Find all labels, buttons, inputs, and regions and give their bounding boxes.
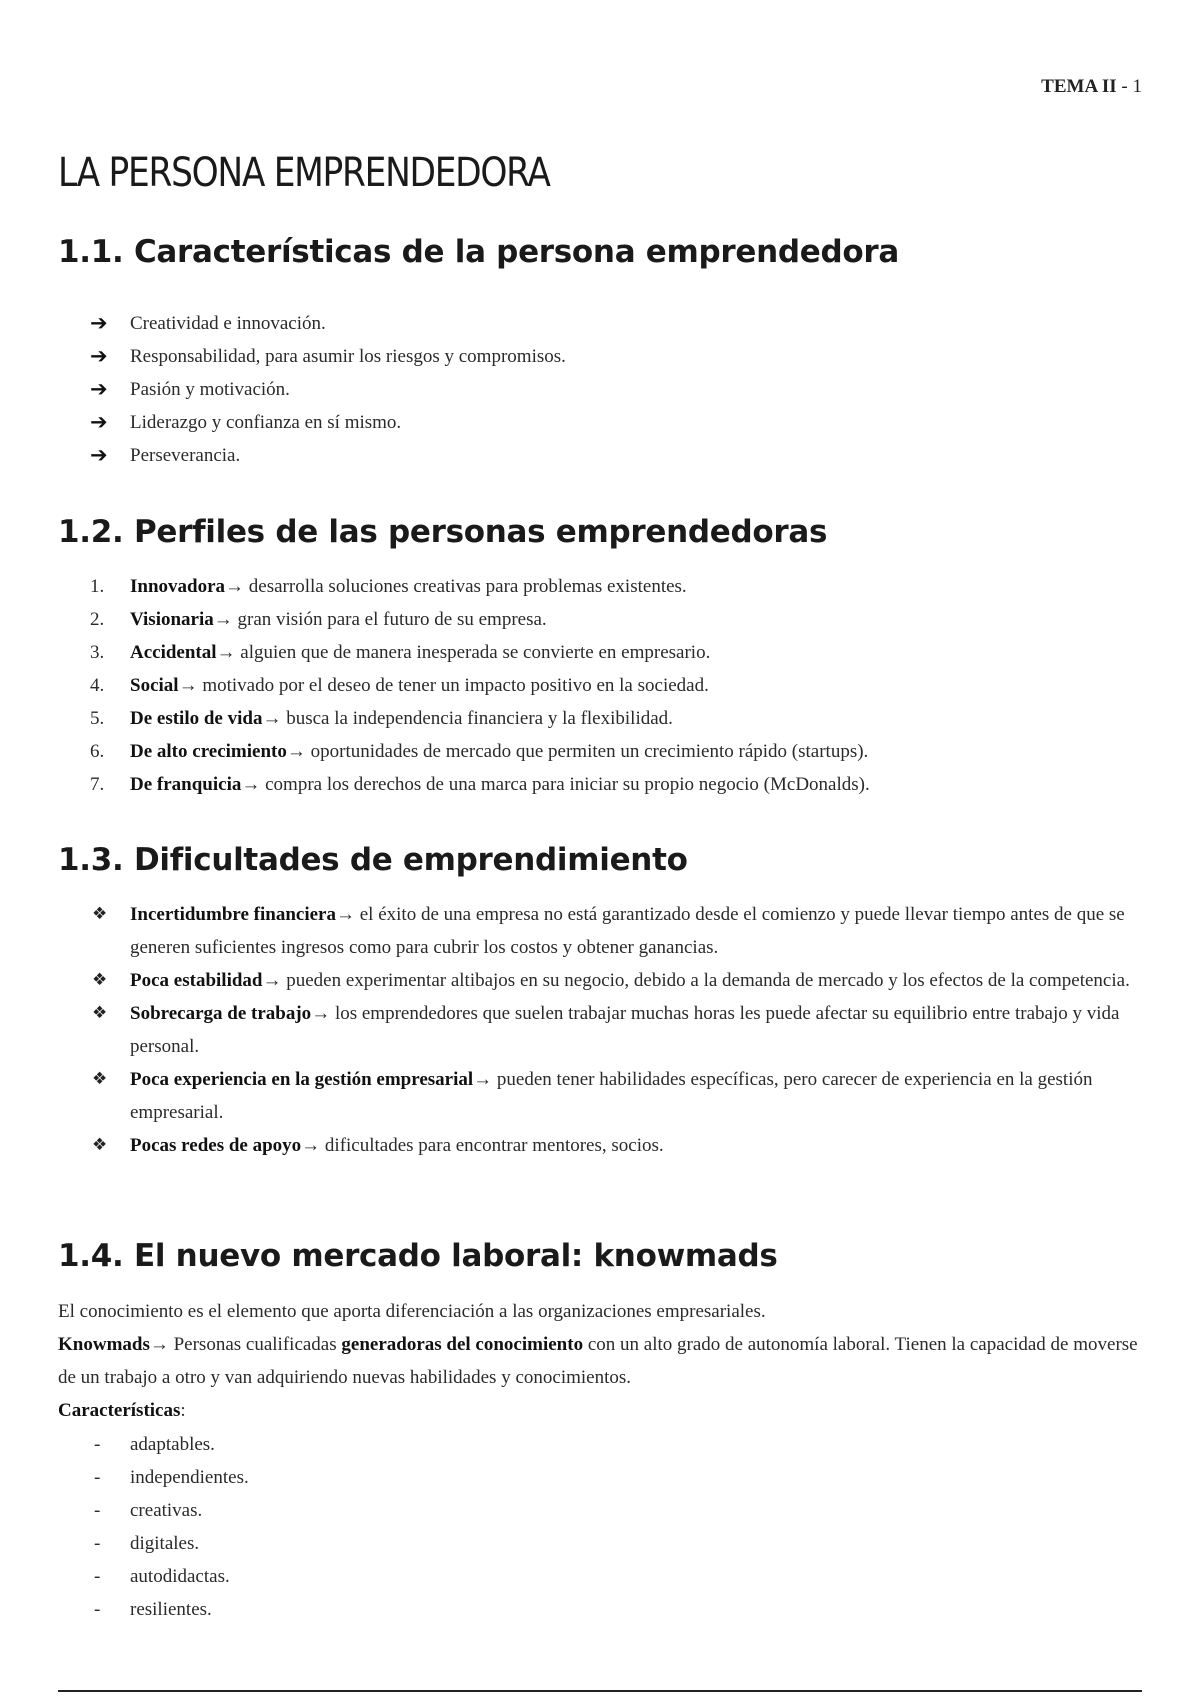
characteristics-label-text: Características xyxy=(58,1400,181,1421)
diamond-bullet-icon: ❖ xyxy=(92,1069,108,1089)
section-1-1-heading: 1.1. Características de la persona emprendedora xyxy=(58,234,900,270)
knowmads-characteristics-list xyxy=(90,1428,249,1626)
list-item-text: Pasión y motivación. xyxy=(130,379,290,400)
list-item-text: Responsabilidad, para asumir los riesgos y compromisos. xyxy=(130,346,566,367)
profiles-list xyxy=(90,570,870,801)
profile-term: De franquicia xyxy=(130,774,242,795)
arrow-icon: → xyxy=(225,576,245,597)
list-number: 3. xyxy=(90,642,105,663)
profile-term: De estilo de vida xyxy=(130,708,263,729)
arrow-icon: → xyxy=(286,741,306,762)
profile-term: Innovadora xyxy=(130,576,226,597)
list-item xyxy=(90,964,1140,997)
section-1-4-heading: 1.4. El nuevo mercado laboral: knowmads xyxy=(58,1238,778,1274)
list-item xyxy=(90,735,870,768)
difficulty-description: pueden experimentar altibajos en su negocio, debido a la demanda de mercado y los efectos de la competencia. xyxy=(281,970,1130,991)
profile-term: Visionaria xyxy=(130,609,214,630)
arrow-icon: → xyxy=(241,774,261,795)
arrow-icon: → xyxy=(311,1003,331,1024)
list-number: 6. xyxy=(90,741,105,762)
list-item-text: Creatividad e innovación. xyxy=(130,313,326,334)
list-item xyxy=(90,898,1140,964)
profile-description: desarrolla soluciones creativas para problemas existentes. xyxy=(244,576,687,597)
difficulty-term: Pocas redes de apoyo xyxy=(130,1135,302,1156)
difficulty-term: Sobrecarga de trabajo xyxy=(130,1003,312,1024)
arrow-bullet-icon: ➔ xyxy=(90,410,108,434)
arrow-bullet-icon: ➔ xyxy=(90,443,108,467)
list-item xyxy=(90,768,870,801)
arrow-icon: → xyxy=(178,675,198,696)
list-item-text: digitales. xyxy=(130,1533,200,1554)
section-1-2-heading: 1.2. Perfiles de las personas emprendedoras xyxy=(58,514,828,550)
list-item xyxy=(90,702,870,735)
difficulty-term: Poca estabilidad xyxy=(130,970,263,991)
characteristics-colon: : xyxy=(180,1400,186,1421)
difficulty-description: dificultades para encontrar mentores, socios. xyxy=(320,1135,664,1156)
list-item xyxy=(90,997,1140,1063)
header-separator: - xyxy=(1116,76,1133,97)
profile-description: oportunidades de mercado que permiten un crecimiento rápido (startups). xyxy=(305,741,869,762)
definition-text: Personas cualificadas xyxy=(168,1334,342,1355)
list-number: 5. xyxy=(90,708,105,729)
dash-bullet-icon: - xyxy=(94,1500,101,1521)
arrow-icon: → xyxy=(149,1334,169,1355)
list-item-text: resilientes. xyxy=(130,1599,212,1620)
dash-bullet-icon: - xyxy=(94,1434,101,1455)
list-item xyxy=(90,406,566,439)
profile-description: busca la independencia financiera y la flexibilidad. xyxy=(281,708,673,729)
list-number: 7. xyxy=(90,774,105,795)
header-topic: TEMA II xyxy=(1041,76,1117,97)
list-item xyxy=(90,1428,249,1461)
list-item xyxy=(90,373,566,406)
diamond-bullet-icon: ❖ xyxy=(92,1135,108,1155)
difficulty-term: Incertidumbre financiera xyxy=(130,904,336,925)
profile-term: Accidental xyxy=(130,642,217,663)
list-item xyxy=(90,1129,1140,1162)
profile-term: De alto crecimiento xyxy=(130,741,287,762)
list-item xyxy=(90,1593,249,1626)
definition-text-continued: con un alto grado de autonomía laboral. Tienen la capacidad de moverse de un trabajo a otro y van adquiriendo nuevas habilidades y conocimientos. xyxy=(58,1334,1138,1388)
difficulty-description: los emprendedores que suelen trabajar muchas horas les puede afectar su equilibrio entre trabajo y vida personal. xyxy=(130,1003,1120,1057)
characteristics-list xyxy=(90,307,566,472)
list-item xyxy=(90,340,566,373)
dash-bullet-icon: - xyxy=(94,1566,101,1587)
list-item xyxy=(90,307,566,340)
list-item xyxy=(90,439,566,472)
list-item xyxy=(90,1560,249,1593)
definition-term: Knowmads xyxy=(58,1334,150,1355)
header-page-number: 1 xyxy=(1132,76,1142,97)
document-title: LA PERSONA EMPRENDEDORA xyxy=(58,150,550,196)
arrow-bullet-icon: ➔ xyxy=(90,377,108,401)
arrow-bullet-icon: ➔ xyxy=(90,344,108,368)
list-item xyxy=(90,1063,1140,1129)
list-item-text: Liderazgo y confianza en sí mismo. xyxy=(130,412,402,433)
diamond-bullet-icon: ❖ xyxy=(92,904,108,924)
list-item-text: adaptables. xyxy=(130,1434,215,1455)
arrow-icon: → xyxy=(336,904,355,925)
list-number: 4. xyxy=(90,675,105,696)
list-item xyxy=(90,669,870,702)
list-item-text: independientes. xyxy=(130,1467,249,1488)
difficulty-description: el éxito de una empresa no está garantizado desde el comienzo y puede llevar tiempo antes de que se generen suficientes ingresos como para cubrir los costos y obtener ganancias. xyxy=(130,904,1125,958)
list-item xyxy=(90,1527,249,1560)
profile-term: Social xyxy=(130,675,179,696)
list-item xyxy=(90,636,870,669)
profile-description: alguien que de manera inesperada se convierte en empresario. xyxy=(235,642,711,663)
knowmads-definition xyxy=(58,1328,1148,1394)
intro-paragraph: El conocimiento es el elemento que aporta diferenciación a las organizaciones empresariales. xyxy=(58,1301,766,1322)
list-item xyxy=(90,1494,249,1527)
arrow-icon: → xyxy=(213,609,233,630)
list-item-text: Perseverancia. xyxy=(130,445,241,466)
list-item xyxy=(90,603,870,636)
arrow-bullet-icon: ➔ xyxy=(90,311,108,335)
difficulty-description: pueden tener habilidades específicas, pero carecer de experiencia en la gestión empresarial. xyxy=(130,1069,1093,1123)
list-item-text: creativas. xyxy=(130,1500,203,1521)
list-number: 2. xyxy=(90,609,105,630)
profile-description: gran visión para el futuro de su empresa. xyxy=(232,609,547,630)
definition-highlight: generadoras del conocimiento xyxy=(341,1334,584,1355)
arrow-icon: → xyxy=(473,1069,493,1090)
section-1-3-heading: 1.3. Dificultades de emprendimiento xyxy=(58,842,688,878)
list-item-text: autodidactas. xyxy=(130,1566,230,1587)
list-item xyxy=(90,1461,249,1494)
dash-bullet-icon: - xyxy=(94,1599,101,1620)
list-item xyxy=(90,570,870,603)
dash-bullet-icon: - xyxy=(94,1533,101,1554)
diamond-bullet-icon: ❖ xyxy=(92,970,108,990)
arrow-icon: → xyxy=(216,642,236,663)
characteristics-label xyxy=(58,1394,1148,1427)
footer-divider xyxy=(58,1690,1142,1692)
profile-description: compra los derechos de una marca para iniciar su propio negocio (McDonalds). xyxy=(260,774,870,795)
page-header xyxy=(1041,76,1142,98)
profile-description: motivado por el deseo de tener un impacto positivo en la sociedad. xyxy=(197,675,709,696)
arrow-icon: → xyxy=(262,970,282,991)
diamond-bullet-icon: ❖ xyxy=(92,1003,108,1023)
list-number: 1. xyxy=(90,576,105,597)
arrow-icon: → xyxy=(262,708,282,729)
arrow-icon: → xyxy=(301,1135,321,1156)
difficulty-term: Poca experiencia en la gestión empresarial xyxy=(130,1069,474,1090)
difficulties-list xyxy=(90,898,1140,1162)
dash-bullet-icon: - xyxy=(94,1467,101,1488)
